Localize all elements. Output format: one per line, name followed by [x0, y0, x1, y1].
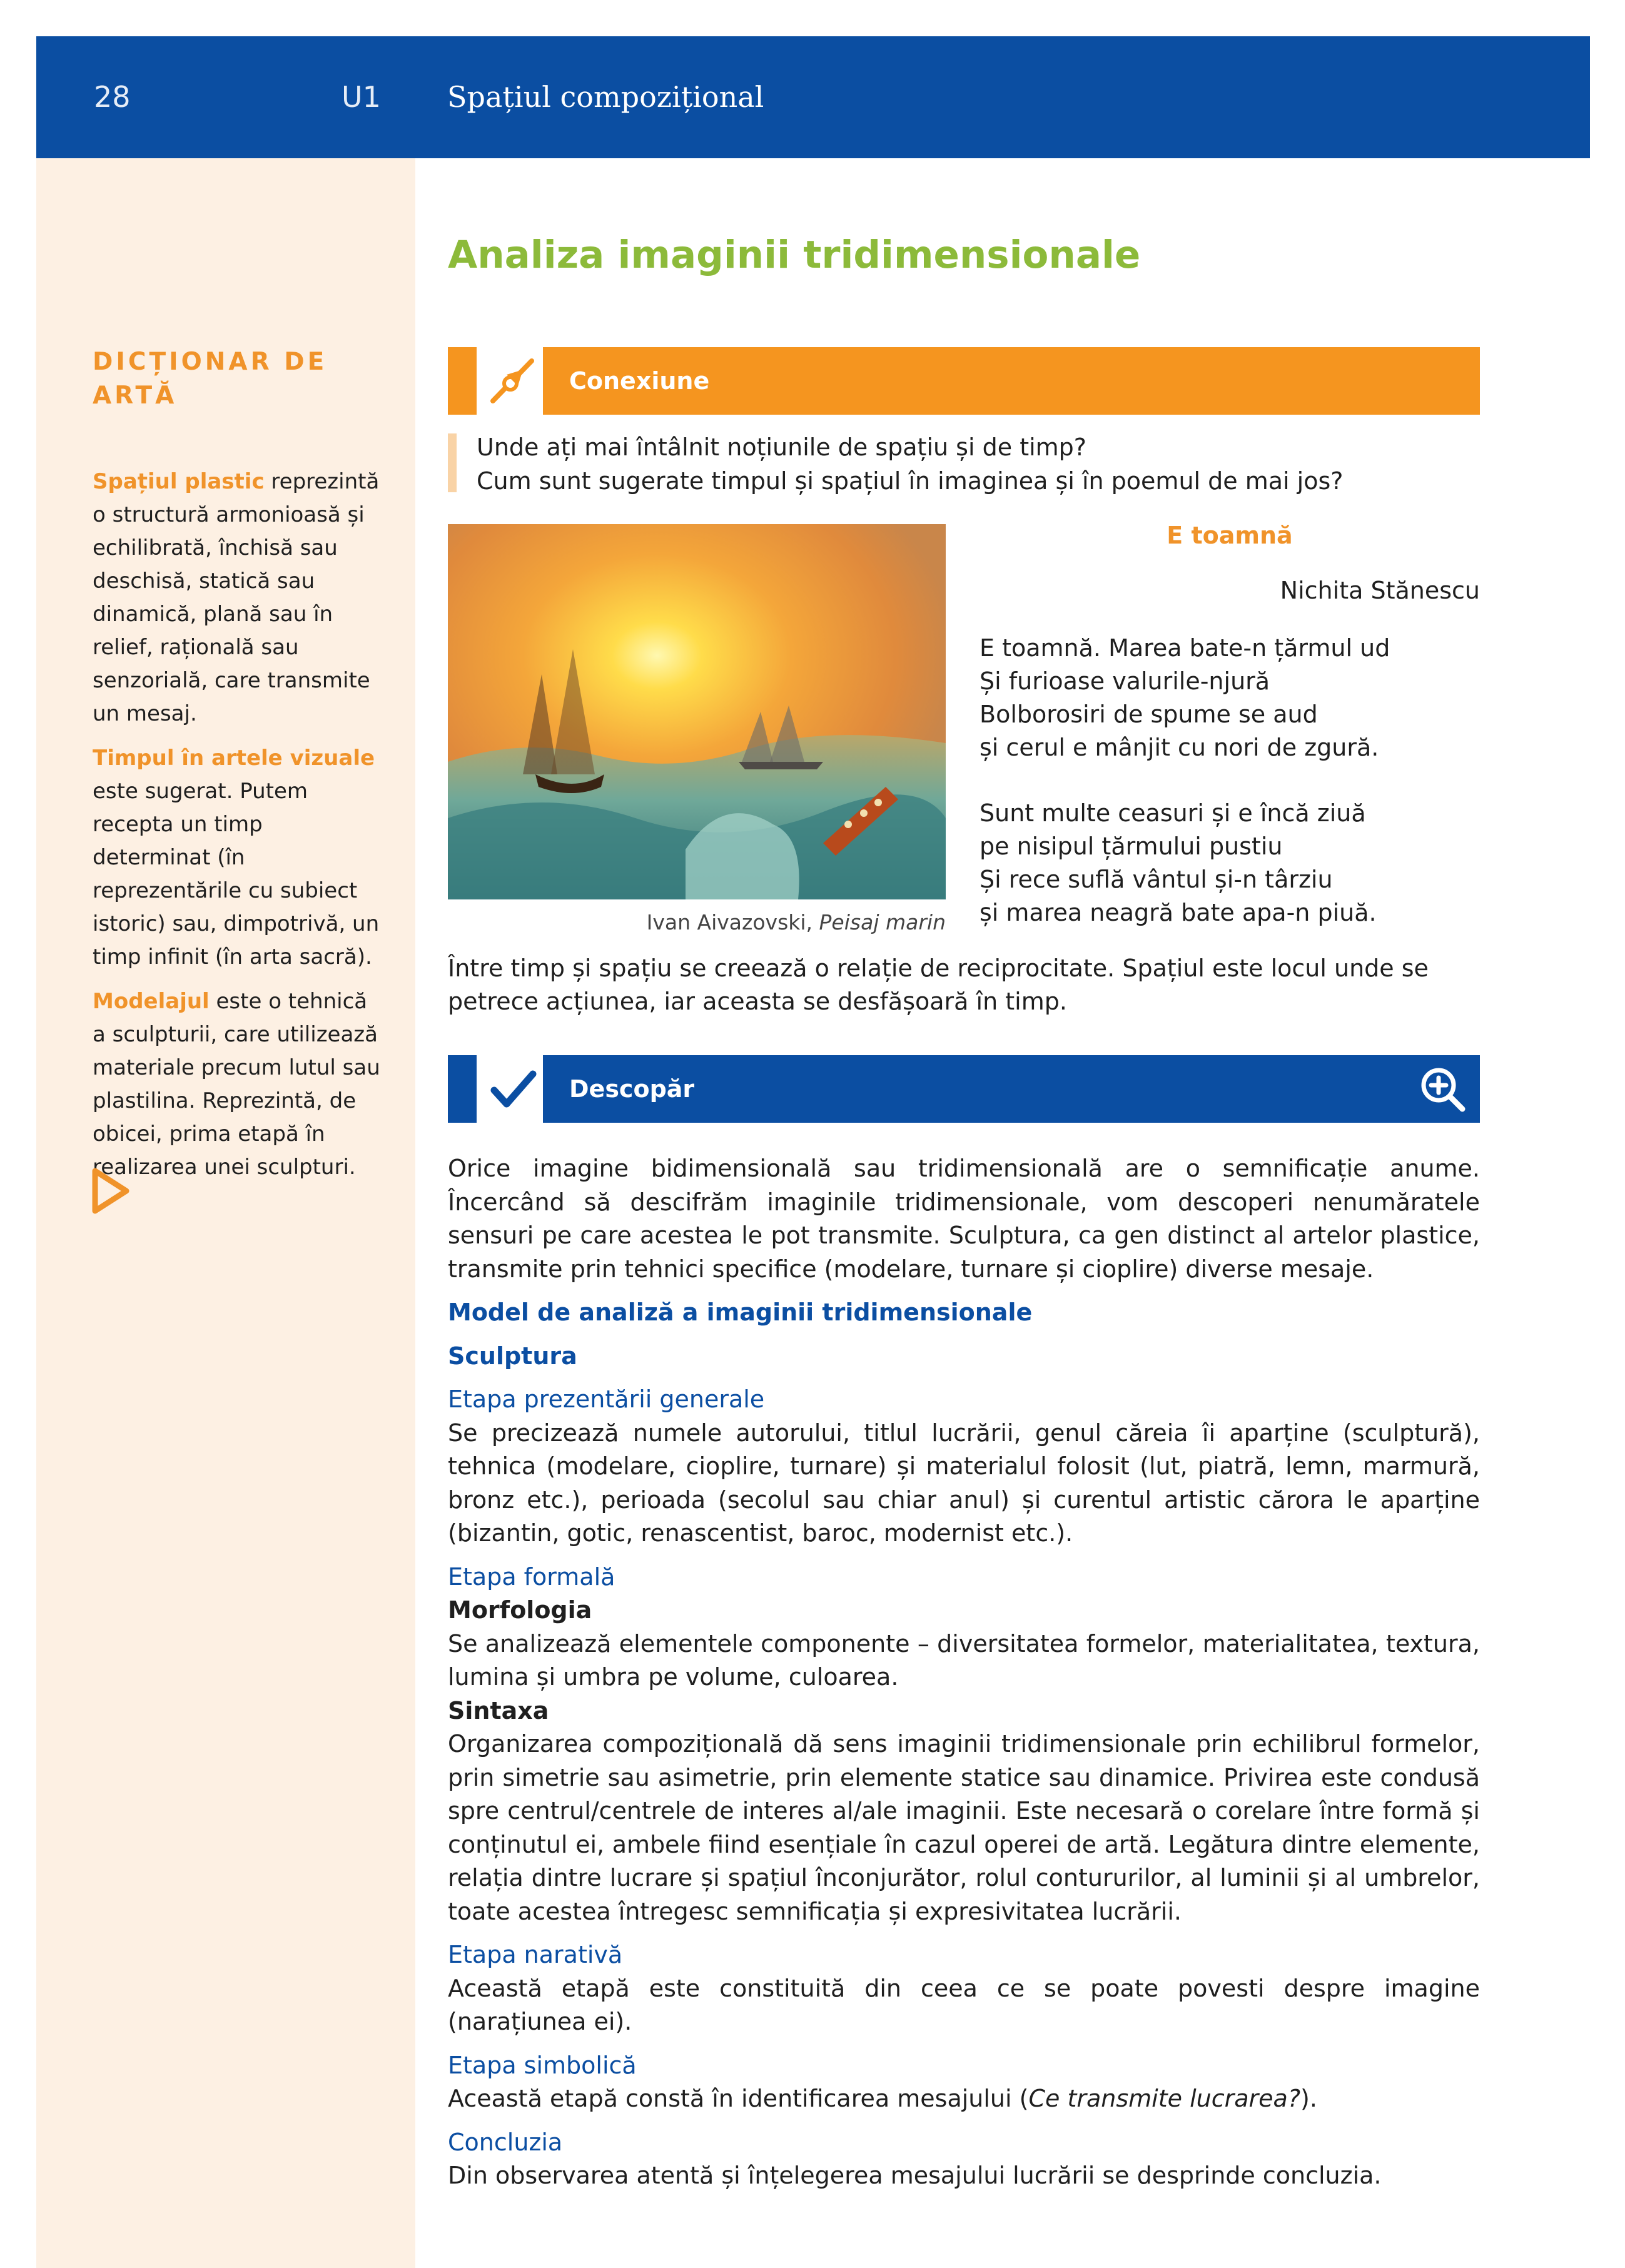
etapa-generala-heading: Etapa prezentării generale	[448, 1385, 765, 1413]
poem-line: E toamnă. Marea bate-n țărmul ud	[980, 634, 1390, 662]
dictionary-term: Timpul în artele vizuale	[93, 746, 375, 771]
poem-line: Și rece suflă vântul și-n târziu	[980, 866, 1333, 893]
question-line: Cum sunt sugerate timpul și spațiul în imaginea și în poemul de mai jos?	[477, 467, 1344, 495]
morfologia-heading: Morfologia	[448, 1596, 592, 1624]
etapa-formala-heading: Etapa formală	[448, 1562, 615, 1591]
poem-line: și cerul e mânjit cu nori de zgură.	[980, 734, 1379, 761]
sculptura-heading: Sculptura	[448, 1342, 577, 1370]
dictionary-term: Modelajul	[93, 989, 210, 1014]
page-number: 28	[94, 80, 131, 114]
dictionary-definition: este sugerat. Putem recepta un timp determinat (în reprezentările cu subiect istoric) sau, dimpotrivă, un timp infinit (în arta sacră).	[93, 779, 380, 969]
header-bar	[36, 36, 1590, 158]
etapa-narativa-text: Această etapă este constituită din ceea ce se poate povesti despre imagine (narațiunea ei).	[448, 1974, 1480, 2035]
dictionary-entry	[93, 742, 387, 974]
simbolica-text-part: ).	[1300, 2085, 1317, 2112]
morfologia-text: Se analizează elementele componente – diversitatea formelor, materialitatea, textura, lumina și umbra pe volume, culoarea.	[448, 1629, 1480, 1691]
dictionary-term: Spațiul plastic	[93, 469, 265, 494]
analysis-body	[448, 1152, 1480, 2193]
poem-stanza	[980, 632, 1390, 764]
conexiune-label: Conexiune	[569, 367, 710, 395]
concluzia-text: Din observarea atentă și înțelegerea mesajului lucrării se desprinde concluzia.	[448, 2162, 1382, 2189]
poem-title: E toamnă	[1167, 522, 1293, 549]
poem-line: Sunt multe ceasuri și e încă ziuă	[980, 799, 1366, 827]
unit-label: U1	[342, 80, 381, 114]
compass-icon	[488, 356, 538, 406]
poem	[980, 632, 1390, 929]
dictionary-entry	[93, 465, 387, 731]
descopar-band	[448, 1055, 1480, 1123]
page-title: Analiza imaginii tridimensionale	[448, 233, 1141, 277]
dictionary-list	[93, 465, 387, 1195]
etapa-generala-text: Se precizează numele autorului, titlul lucrării, genul căreia îi aparține (sculptură), tehnica (modelare, cioplire, turnare) și materialul folosit (lut, piatră, lemn, marmură, bronz etc.), perioada (secolul sau chiar anul) și curentul artistic cărora le aparține (bizantin, gotic, renascentist, baroc, modernist etc.).	[448, 1419, 1480, 1547]
intro-paragraph: Orice imagine bidimensională sau tridimensională are o semnificație anume. Încercând să descifrăm imaginile tridimensionale, vom descoperi nenumăratele sensuri pe care acestea le pot transmite. Sculptura, ca gen distinct al artelor plastice, transmite prin tehnici specifice (modelare, turnare și cioplire) diverse mesaje.	[448, 1155, 1480, 1283]
question-line: Unde ați mai întâlnit noțiunile de spațiu și de timp?	[477, 433, 1086, 461]
sintaxa-heading: Sintaxa	[448, 1696, 549, 1724]
concluzia-heading: Concluzia	[448, 2128, 563, 2156]
caption-title: Peisaj marin	[819, 910, 946, 934]
simbolica-text-part: Această etapă constă în identificarea mesajului (	[448, 2085, 1029, 2112]
caption-author: Ivan Aivazovski,	[646, 910, 819, 934]
poem-stanza	[980, 797, 1390, 929]
poem-line: și marea neagră bate apa-n piuă.	[980, 899, 1377, 926]
dictionary-definition: reprezintă o structură armonioasă și echilibrată, închisă sau deschisă, statică sau dinamică, plană sau în relief, rațională sau senzorială, care transmite un mesaj.	[93, 469, 380, 726]
simbolica-text-italic: Ce transmite lucrarea?	[1028, 2085, 1300, 2112]
reciprocity-paragraph: Între timp și spațiu se creează o relație de reciprocitate. Spațiul este locul unde se petrece acțiunea, iar aceasta se desfășoară în timp.	[448, 954, 1429, 1015]
poem-line: Și furioase valurile-njură	[980, 667, 1270, 695]
etapa-simbolica-heading: Etapa simbolică	[448, 2051, 637, 2079]
dictionary-entry	[93, 985, 387, 1184]
etapa-narativa-heading: Etapa narativă	[448, 1941, 623, 1968]
dictionary-definition: este o tehnică a sculpturii, care utilizează materiale precum lutul sau plastilina. Reprezintă, de obicei, prima etapă în realizarea unei sculpturi.	[93, 989, 380, 1180]
dictionary-title: DICȚIONAR DE ARTĂ	[93, 348, 328, 410]
conexiune-band	[448, 347, 1480, 415]
question-text	[477, 430, 1343, 498]
poem-line: Bolborosiri de spume se aud	[980, 701, 1318, 728]
painting-caption	[448, 910, 946, 934]
model-heading: Model de analiză a imaginii tridimensionale	[448, 1299, 1033, 1326]
quote-marker	[448, 433, 457, 492]
sintaxa-text: Organizarea compozițională dă sens imaginii tridimensionale prin echilibrul formelor, prin simetrie sau asimetrie, prin elemente statice sau dinamice. Privirea este condusă spre centrul/centrele de interes al/ale imaginii. Este necesară o corelare între formă și conținutul ei, ambele fiind esențiale în cazul operei de artă. Legătura dintre elemente, relația dintre lucrare și spațiul înconjurător, rolul contururilor, al luminii și al umbrelor, toate acestea întregesc semnificația și expresivitatea lucrării.	[448, 1730, 1480, 1925]
chapter-title: Spațiul compozițional	[447, 80, 764, 114]
poem-line: pe nisipul țărmului pustiu	[980, 833, 1283, 860]
zoom-in-icon[interactable]	[1417, 1064, 1467, 1114]
descopar-label: Descopăr	[569, 1075, 695, 1103]
checkmark-icon	[488, 1064, 538, 1114]
seascape-painting	[448, 524, 946, 899]
etapa-simbolica-text	[448, 2082, 1480, 2116]
play-arrow-icon[interactable]	[91, 1167, 130, 1215]
poem-author: Nichita Stănescu	[1280, 577, 1480, 604]
